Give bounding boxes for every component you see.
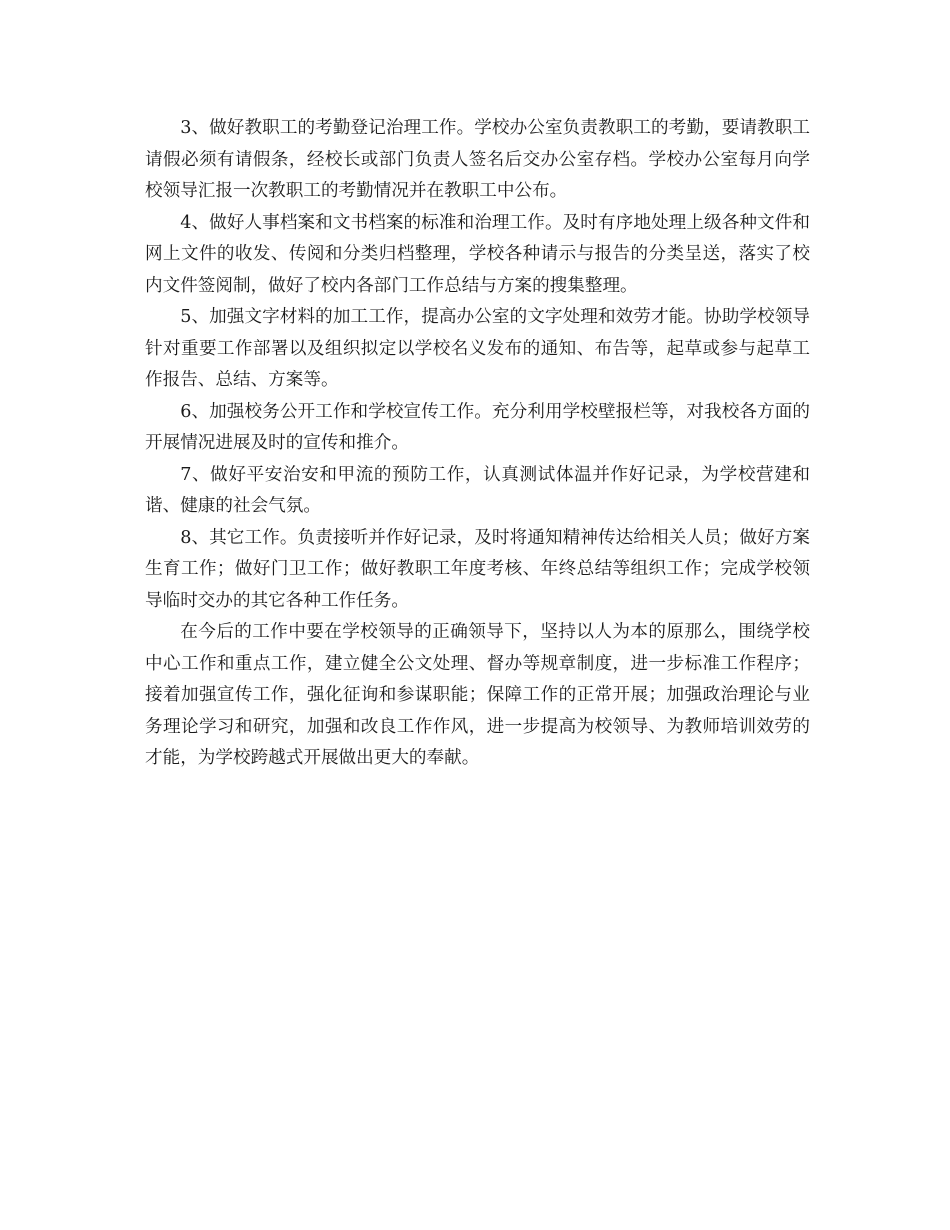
- paragraph-conclusion: 在今后的工作中要在学校领导的正确领导下，坚持以人为本的原那么，围绕学校中心工作和重点工作，建立健全公文处理、督办等规章制度，进一步标准工作程序；接着加强宣传工作，强化征询和参谋职能；保障工作的正常开展；加强政治理论与业务理论学习和研究，加强和改良工作作风，进一步提高为校领导、为教师培训效劳的才能，为学校跨越式开展做出更大的奉献。: [145, 622, 810, 768]
- paragraph-item-8: 8、其它工作。负责接听并作好记录，及时将通知精神传达给相关人员；做好方案生育工作；做好门卫工作；做好教职工年度考核、年终总结等组织工作；完成学校领导临时交办的其它各种工作任务。: [145, 527, 810, 611]
- paragraph-item-3: 3、做好教职工的考勤登记治理工作。学校办公室负责教职工的考勤，要请教职工请假必须有请假条，经校长或部门负责人签名后交办公室存档。学校办公室每月向学校领导汇报一次教职工的考勤情况并在教职工中公布。: [145, 118, 810, 201]
- paragraph-item-6: 6、加强校务公开工作和学校宣传工作。充分利用学校壁报栏等，对我校各方面的开展情况进展及时的宣传和推介。: [145, 401, 810, 453]
- document-body: [145, 113, 810, 775]
- paragraph-item-4: 4、做好人事档案和文书档案的标准和治理工作。及时有序地处理上级各种文件和网上文件的收发、传阅和分类归档整理，学校各种请示与报告的分类呈送，落实了校内文件签阅制，做好了校内各部门工作总结与方案的搜集整理。: [145, 212, 810, 296]
- paragraph-item-5: 5、加强文字材料的加工工作，提高办公室的文字处理和效劳才能。协助学校领导针对重要工作部署以及组织拟定以学校名义发布的通知、布告等，起草或参与起草工作报告、总结、方案等。: [145, 307, 810, 390]
- paragraph-item-7: 7、做好平安治安和甲流的预防工作，认真测试体温并作好记录，为学校营建和谐、健康的社会气氛。: [145, 464, 810, 516]
